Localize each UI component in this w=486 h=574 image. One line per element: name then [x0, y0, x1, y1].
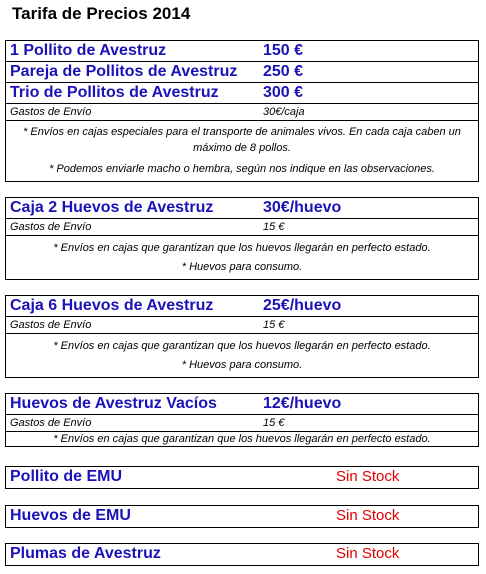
product-name: 1 Pollito de Avestruz	[10, 42, 167, 59]
stock-row	[6, 544, 478, 565]
product-name: Huevos de Avestruz Vacíos	[10, 395, 217, 412]
product-name: Pareja de Pollitos de Avestruz	[10, 63, 238, 80]
shipping-row	[6, 104, 478, 121]
stock-status: Sin Stock	[336, 468, 400, 485]
product-price: 30€/huevo	[263, 199, 342, 216]
product-price: 300 €	[263, 84, 304, 101]
stock-row	[6, 467, 478, 488]
shipping-label: Gastos de Envío	[10, 221, 92, 233]
note-text: * Envíos en cajas especiales para el transporte de animales vivos. En cada caja caben un máximo de 8 pollos.	[23, 126, 461, 154]
shipping-row	[6, 219, 478, 236]
sin-stock-box-huevos-emu	[5, 505, 479, 528]
price-row-1-pollito	[6, 41, 478, 62]
product-name: Pollito de EMU	[10, 468, 122, 485]
note-text: * Envíos en cajas que garantizan que los huevos llegarán en perfecto estado.	[53, 242, 431, 254]
notes-block	[6, 334, 478, 377]
notes-block	[6, 121, 478, 181]
caja-2-price-table	[5, 197, 479, 280]
stock-row	[6, 506, 478, 527]
stock-status: Sin Stock	[336, 507, 400, 524]
shipping-label: Gastos de Envío	[10, 106, 92, 118]
product-name: Trio de Pollitos de Avestruz	[10, 84, 219, 101]
note-text: * Envíos en cajas que garantizan que los huevos llegarán en perfecto estado.	[53, 433, 431, 445]
notes-block	[6, 236, 478, 279]
pollitos-price-table	[5, 40, 479, 182]
note-text: * Podemos enviarle macho o hembra, según nos indique en las observaciones.	[49, 163, 435, 175]
note-text: * Envíos en cajas que garantizan que los huevos llegarán en perfecto estado.	[53, 340, 431, 352]
shipping-row	[6, 317, 478, 334]
price-row-huevos-vacios	[6, 394, 478, 415]
price-row-trio	[6, 83, 478, 104]
shipping-row	[6, 415, 478, 432]
product-price: 150 €	[263, 42, 304, 59]
product-price: 25€/huevo	[263, 297, 342, 314]
stock-status: Sin Stock	[336, 545, 400, 562]
shipping-value: 15 €	[263, 221, 285, 233]
note-text: * Huevos para consumo.	[181, 359, 303, 371]
shipping-value: 15 €	[263, 417, 285, 429]
shipping-value: 30€/caja	[263, 106, 305, 118]
product-name: Huevos de EMU	[10, 507, 131, 524]
caja-6-price-table	[5, 295, 479, 378]
product-price: 250 €	[263, 63, 304, 80]
product-name: Caja 6 Huevos de Avestruz	[10, 297, 214, 314]
note-text: * Huevos para consumo.	[181, 261, 303, 273]
notes-block	[6, 432, 478, 446]
huevos-vacios-price-table	[5, 393, 479, 447]
product-name: Plumas de Avestruz	[10, 545, 161, 562]
price-row-caja-2	[6, 198, 478, 219]
page-title: Tarifa de Precios 2014	[12, 4, 191, 23]
product-name: Caja 2 Huevos de Avestruz	[10, 199, 214, 216]
product-price: 12€/huevo	[263, 395, 342, 412]
price-row-caja-6	[6, 296, 478, 317]
shipping-value: 15 €	[263, 319, 285, 331]
shipping-label: Gastos de Envío	[10, 417, 92, 429]
sin-stock-box-plumas	[5, 543, 479, 566]
sin-stock-box-pollito-emu	[5, 466, 479, 489]
shipping-label: Gastos de Envío	[10, 319, 92, 331]
price-row-pareja	[6, 62, 478, 83]
